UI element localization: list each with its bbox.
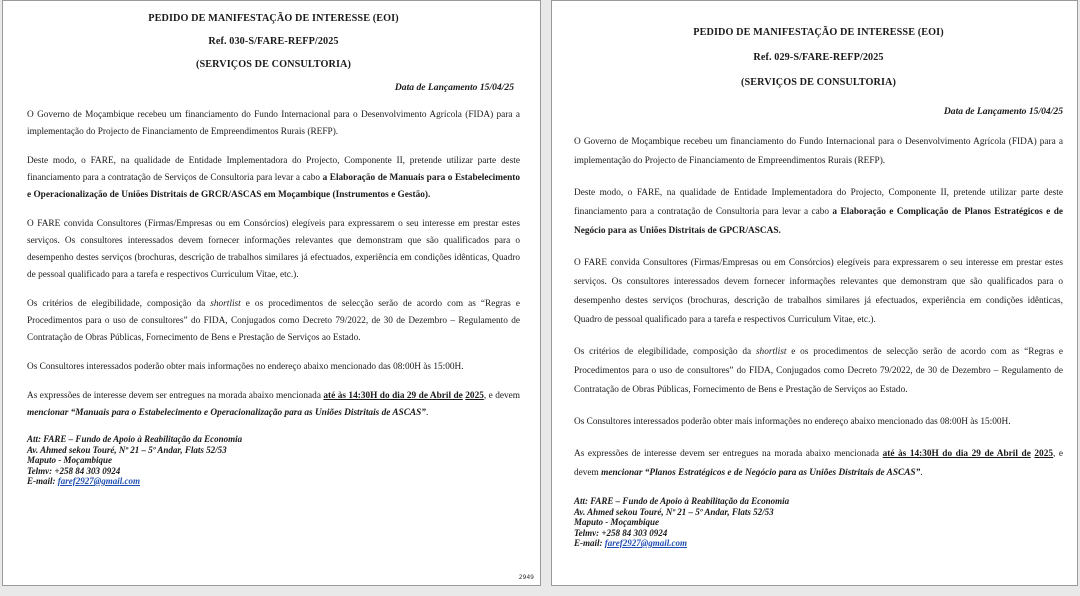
contact-email-link[interactable]: faref2927@gmail.com [57,476,140,486]
purpose-subject: a Elaboração e Complicação de Planos Estratégicos e de Negócio para as Uniões Distritais de GPCR/ASCAS. [574,207,1063,236]
notice-service-type: (SERVIÇOS DE CONSULTORIA) [196,59,351,70]
notice-reference: Ref. 030-S/FARE-REFP/2025 [208,36,339,47]
criteria-text-b: e os procedimentos de selecção serão de acordo com as “Regras e Procedimentos para o uso de consultores” do FIDA, Conjugados como Decreto 79/2022, de 30 de Dezembro – Regulamento de Contratação de Obras Públicas, Fornecimento de Bens e Prestação de Serviços ao Estado. [27,299,520,343]
purpose-intro: Deste modo, o FARE, na qualidade de Entidade Implementadora do Projecto, Componente II, pretende utilizar parte deste financiamento para a contratação de Consultoria para levar a cabo [574,188,1063,217]
contact-city: Maputo - Moçambique [574,517,660,527]
submission-text: As expressões de interesse devem ser entregues na morada abaixo mencionada [27,391,324,401]
paragraph-information: Os Consultores interessados poderão obter mais informações no endereço abaixo mencionado das 08:00H às 15:00H. [574,417,1011,427]
purpose-intro: Deste modo, o FARE, na qualidade de Entidade Implementadora do Projecto, Componente II, pretende utilizar parte deste financiamento para a contratação de Serviços de Consultoria para levar a cabo [27,156,520,183]
contact-block [574,496,1063,549]
contact-city: Maputo - Moçambique [27,455,113,465]
contact-attention: Att: FARE – Fundo de Apoio à Reabilitação da Economia [574,496,790,506]
paragraph-funding: O Governo de Moçambique recebeu um financiamento do Fundo Internacional para o Desenvolvimento Agrícola (FIDA) para a implementação do Projecto de Financiamento de Empreendimentos Rurais (REFP). [574,137,1063,166]
criteria-text-b: e os procedimentos de selecção serão de acordo com as “Regras e Procedimentos para o uso de consultores” do FIDA, Conjugados como Decreto 79/2022, de 30 de Dezembro – Regulamento de Contratação de Obras Públicas, Fornecimento de Bens e Prestação de Serviços ao Estado. [574,347,1063,395]
contact-email-link[interactable]: faref2927@gmail.com [604,538,687,548]
criteria-shortlist: shortlist [210,299,241,309]
submission-end: . [920,468,923,478]
paragraph-invitation: O FARE convida Consultores (Firmas/Empresas ou em Consórcios) elegíveis para expressarem o seu interesse em prestar estes serviços. Os consultores interessados devem fornecer informações relevantes que demonstram que são qualificados para o desempenho destes serviços (brochuras, descrição de trabalhos similares já efectuados, experiência em condições idênticas, Quadro de pessoal qualificado para a tarefa e respectivos Curriculum Vitae, etc.). [574,258,1063,325]
contact-email-line [27,476,520,487]
contact-phone: Telmv: +258 84 303 0924 [27,465,121,476]
purpose-subject: a Elaboração de Manuais para o Estabelecimento e Operacionalização de Uniões Distritais de GRCR/ASCAS em Moçambique (Instrumentos e Gestão). [27,173,521,200]
contact-email-line [574,538,1063,549]
paragraph-criteria [574,343,1063,400]
submission-deadline: até às 14:30H do dia 29 de Abril de [323,391,463,401]
notice-service-type: (SERVIÇOS DE CONSULTORIA) [741,77,896,88]
page-number: 2949 [518,574,534,581]
contact-address: Av. Ahmed sekou Touré, Nº 21 – 5º Andar, Flats 52/53 [574,506,774,517]
submission-subject-quote: “Planos Estratégicos e de Negócio para as Uniões Distritais de ASCAS” [642,468,921,478]
submission-end: . [425,408,429,418]
paragraph-invitation: O FARE convida Consultores (Firmas/Empresas ou em Consórcios) elegíveis para expressarem o seu interesse em prestar estes serviços. Os consultores interessados devem fornecer informações relevantes que demonstram que são qualificados para o desempenho destes serviços (brochuras, descrição de trabalhos similares já efectuados, experiência em condições idênticas, Quadro de pessoal qualificado para a tarefa e respectivos Curriculum Vitae, etc.). [27,219,520,280]
notice-page-left [2,0,541,586]
submission-subject-quote: “Manuais para o Estabelecimento e Operacionalização para as Uniões Distritais de ASCAS” [68,408,426,418]
notice-title: PEDIDO DE MANIFESTAÇÃO DE INTERESSE (EOI) [148,13,399,24]
launch-date: Data de Lançamento 15/04/25 [943,106,1063,117]
paragraph-criteria [27,296,520,347]
paragraph-submission [27,388,520,422]
submission-mention: mencionar [27,408,69,418]
submission-deadline-year: 2025 [465,391,484,401]
notice-title: PEDIDO DE MANIFESTAÇÃO DE INTERESSE (EOI) [693,27,944,38]
criteria-shortlist: shortlist [755,347,787,357]
contact-address: Av. Ahmed sekou Touré, Nº 21 – 5º Andar, Flats 52/53 [27,444,227,455]
paragraph-information: Os Consultores interessados poderão obter mais informações no endereço abaixo mencionado das 08:00H às 15:00H. [27,362,464,372]
paragraph-purpose [574,184,1063,241]
paragraph-submission [574,445,1063,483]
submission-text: As expressões de interesse devem ser entregues na morada abaixo mencionada [574,449,883,459]
contact-email-label: E-mail: [574,538,605,548]
contact-block [27,434,520,487]
contact-attention: Att: FARE – Fundo de Apoio à Reabilitação da Economia [27,434,243,444]
contact-phone: Telmv: +258 84 303 0924 [574,527,668,538]
submission-deadline: até às 14:30H do dia 29 de Abril de [882,449,1031,459]
notice-page-right [551,0,1078,586]
contact-email-label: E-mail: [27,476,58,486]
submission-text-b: , e devem [574,449,1063,478]
launch-date: Data de Lançamento 15/04/25 [394,82,514,93]
criteria-text-a: Os critérios de elegibilidade, composição da [27,299,211,309]
submission-text-b: , e devem [483,391,520,401]
paragraph-funding: O Governo de Moçambique recebeu um financiamento do Fundo Internacional para o Desenvolvimento Agrícola (FIDA) para a implementação do Projecto de Financiamento de Empreendimentos Rurais (REFP). [27,110,520,137]
submission-deadline-year: 2025 [1034,449,1053,459]
criteria-text-a: Os critérios de elegibilidade, composição da [574,347,756,357]
paragraph-purpose [27,153,520,204]
notice-reference: Ref. 029-S/FARE-REFP/2025 [753,52,884,63]
submission-mention: mencionar [601,468,643,478]
